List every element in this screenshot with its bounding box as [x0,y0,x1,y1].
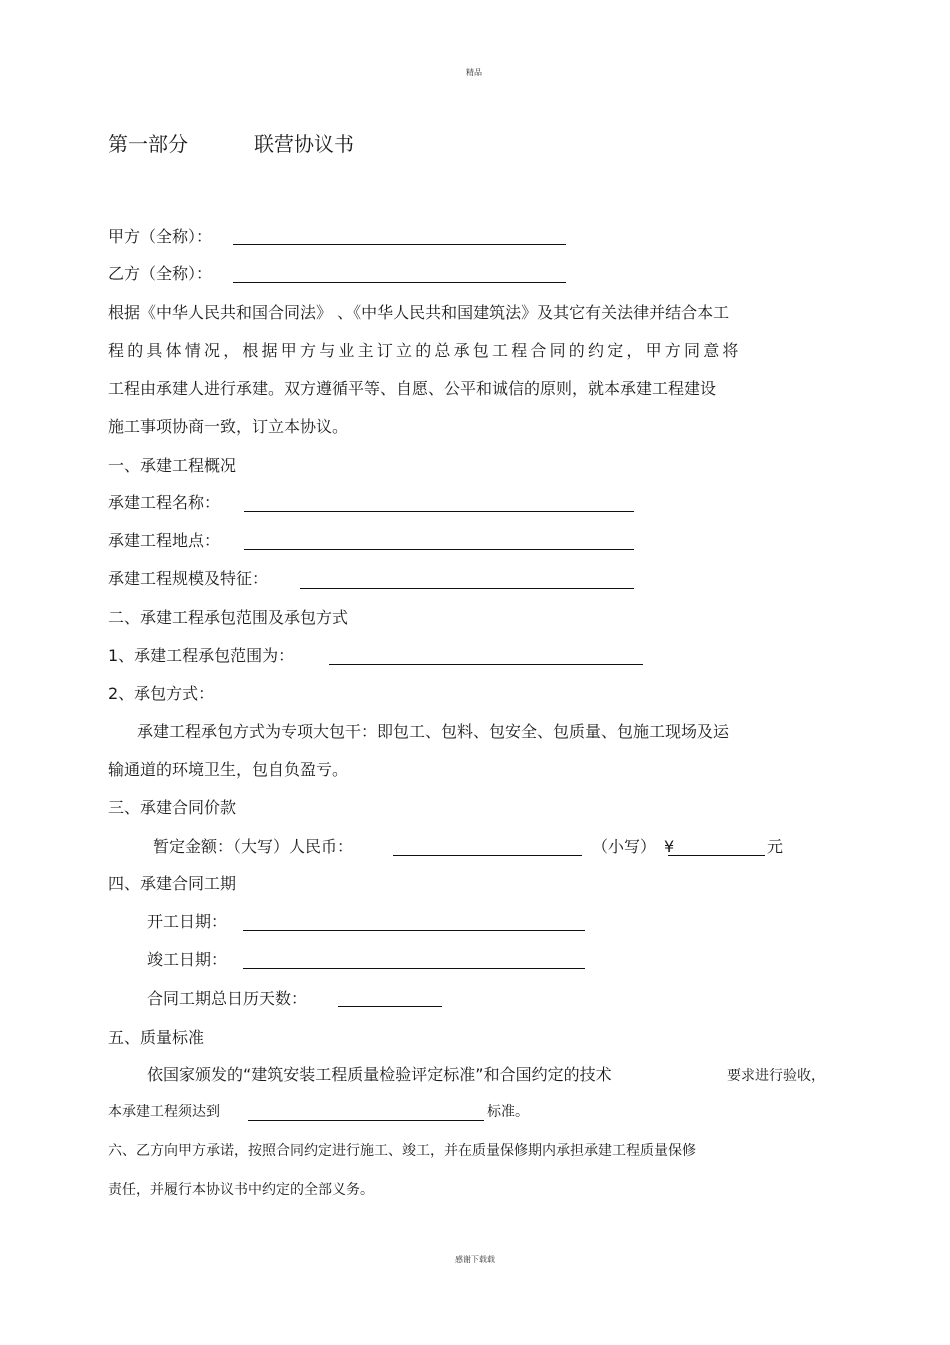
party-b-label: 乙方（全称）： [108,264,213,283]
intro-line-4: 施工事项协商一致，订立本协议。 [108,417,349,436]
scope-field[interactable] [329,664,643,665]
intro-line-3: 工程由承建人进行承建。双方遵循平等、自愿、公平和诚信的原则，就本承建工程建设 [108,379,717,398]
amount-unit: 元 [767,837,784,856]
currency-symbol: ¥ [664,837,675,856]
amount-label: 暂定金额：（大写）人民币： [153,837,354,856]
project-location-field[interactable] [244,549,634,550]
project-name-label: 承建工程名称： [108,493,221,512]
intro-line-2: 程的具体情况，根据甲方与业主订立的总承包工程合同的约定，甲方同意将 [108,341,742,360]
end-date-label: 竣工日期： [147,950,228,969]
party-a-field[interactable] [233,244,566,245]
contract-mode-line-2: 输通道的环境卫生，包自负盈亏。 [108,760,349,779]
section-3-heading: 三、承建合同价款 [108,798,237,817]
project-location-label: 承建工程地点： [108,531,221,550]
project-scale-field[interactable] [300,588,634,589]
quality-standard-field[interactable] [248,1120,484,1121]
party-b-field[interactable] [233,282,566,283]
amount-small-label: （小写） [592,837,657,856]
contract-mode-label: 2、承包方式： [108,684,215,703]
quality-line-2b: 标准。 [487,1104,529,1120]
party-a-label: 甲方（全称）： [108,227,213,246]
page-header: 精品 [466,68,482,77]
section-1-heading: 一、承建工程概况 [108,456,237,475]
section-2-heading: 二、承建工程承包范围及承包方式 [108,608,349,627]
page-footer: 感谢下载载 [455,1255,495,1264]
total-days-field[interactable] [338,1006,442,1007]
total-days-label: 合同工期总日历天数： [147,989,308,1008]
start-date-field[interactable] [243,930,585,931]
amount-figures-field[interactable] [668,855,765,856]
quality-line-1a: 依国家颁发的“建筑安装工程质量检验评定标准”和合国约定的技术 [147,1065,612,1084]
part-title: 第一部分 [108,132,188,156]
section-4-heading: 四、承建合同工期 [108,874,237,893]
section-6-line-1: 六、乙方向甲方承诺，按照合同约定进行施工、竣工，并在质量保修期内承担承建工程质量保修 [108,1143,696,1159]
quality-line-2a: 本承建工程须达到 [108,1104,220,1120]
section-6-line-2: 责任，并履行本协议书中约定的全部义务。 [108,1182,374,1198]
start-date-label: 开工日期： [147,912,228,931]
section-5-heading: 五、质量标准 [108,1028,205,1047]
intro-line-1: 根据《中华人民共和国合同法》 、《中华人民共和国建筑法》及其它有关法律并结合本工 [108,303,730,322]
amount-words-field[interactable] [393,855,582,856]
document-title: 联营协议书 [254,132,354,156]
project-name-field[interactable] [244,511,634,512]
project-scale-label: 承建工程规模及特征： [108,569,269,588]
quality-line-1b: 要求进行验收， [727,1068,825,1084]
contract-mode-line-1: 承建工程承包方式为专项大包干：即包工、包料、包安全、包质量、包施工现场及运 [137,722,730,741]
end-date-field[interactable] [243,968,585,969]
scope-label: 1、承建工程承包范围为： [108,646,295,665]
